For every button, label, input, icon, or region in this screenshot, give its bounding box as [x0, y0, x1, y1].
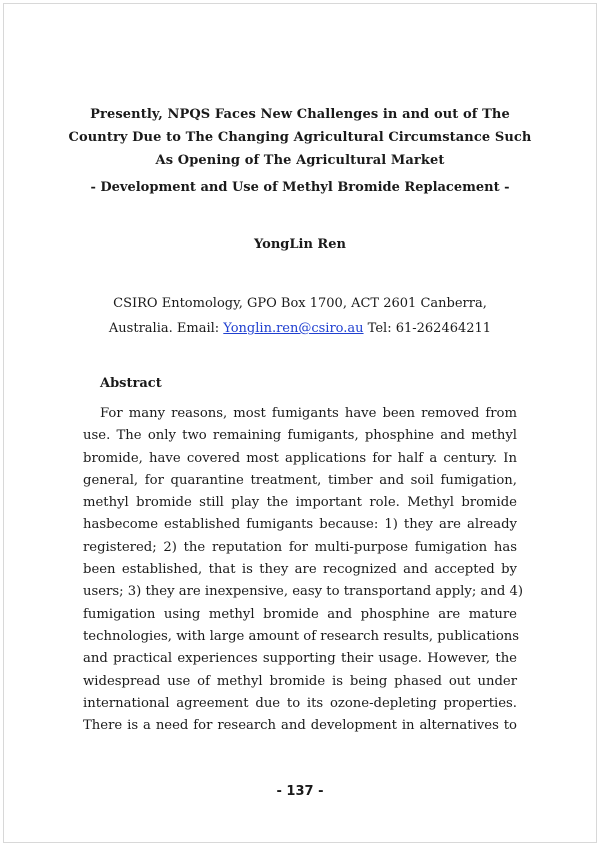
abstract-line: and practical experiences supporting their usage. However, the — [83, 651, 517, 667]
abstract-line: widespread use of methyl bromide is being phased out under — [83, 673, 517, 689]
title-line: Country Due to The Changing Agricultural Circumstance Such — [68, 130, 532, 145]
abstract-line: fumigation using methyl bromide and phosphine are mature — [83, 606, 517, 622]
author-affiliation — [60, 291, 540, 341]
affiliation-contact-line — [60, 316, 540, 341]
abstract-line: been established, that is they are recognized and accepted by — [83, 562, 517, 578]
abstract-line: users; 3) they are inexpensive, easy to transportand apply; and 4) — [83, 584, 523, 600]
affiliation-phone: Tel: 61-262464211 — [363, 321, 492, 336]
abstract-body — [83, 403, 523, 737]
title-line: Presently, NPQS Faces New Challenges in and out of The — [90, 107, 510, 122]
paper-title — [40, 103, 560, 172]
abstract-line: technologies, with large amount of research results, publications — [83, 628, 520, 644]
paper-subtitle: - Development and Use of Methyl Bromide Replacement - — [90, 180, 510, 195]
abstract-line: There is a need for research and development in alternatives to — [83, 718, 517, 734]
title-line: As Opening of The Agricultural Market — [155, 153, 445, 168]
page-number: - 137 - — [276, 784, 324, 799]
email-link[interactable]: Yonglin.ren@csiro.au — [223, 321, 364, 336]
affiliation-prefix: Australia. Email: — [108, 321, 224, 336]
abstract-line: methyl bromide still play the important role. Methyl bromide — [83, 495, 517, 511]
abstract-line: registered; 2) the reputation for multi-purpose fumigation has — [83, 539, 517, 555]
abstract-line: international agreement due to its ozone-depleting properties. — [83, 695, 517, 711]
abstract-line: use. The only two remaining fumigants, phosphine and methyl — [83, 428, 517, 444]
abstract-heading: Abstract — [100, 376, 162, 391]
abstract-line: bromide, have covered most applications for half a century. In — [83, 450, 517, 466]
abstract-line: general, for quarantine treatment, timber and soil fumigation, — [83, 472, 517, 488]
abstract-line: hasbecome established fumigants because: 1) they are already — [83, 517, 517, 533]
affiliation-line: CSIRO Entomology, GPO Box 1700, ACT 2601 Canberra, — [113, 296, 487, 311]
author-name: YongLin Ren — [254, 237, 346, 252]
abstract-line: For many reasons, most fumigants have been removed from — [100, 406, 517, 421]
